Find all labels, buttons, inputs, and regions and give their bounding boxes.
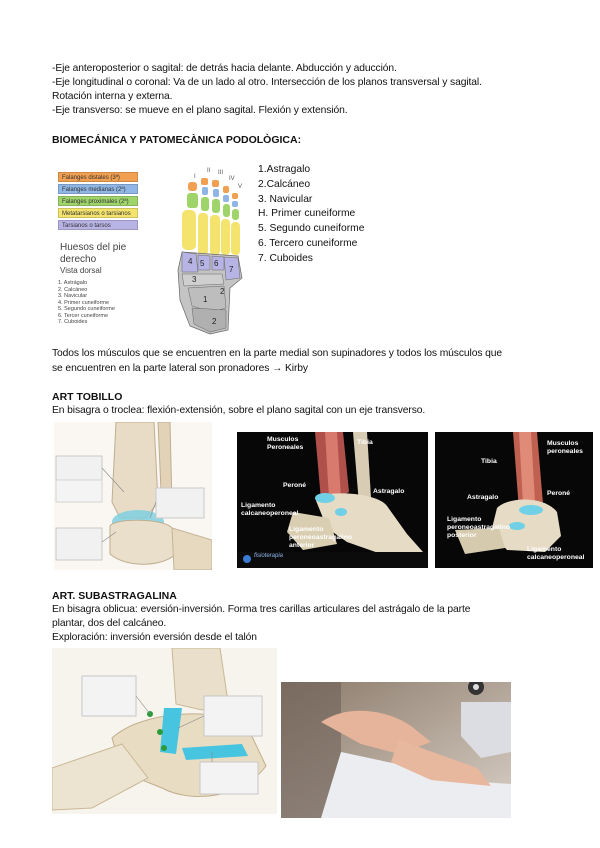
bone-list-item: 2.Calcáneo xyxy=(258,178,311,190)
legend-swatch: Falanges distales (3ª) xyxy=(58,172,138,182)
label-astragalo-2: Astragalo xyxy=(467,494,499,501)
legend-swatch: Tarsianos o tarsos xyxy=(58,220,138,230)
muscles-line-1: Todos los músculos que se encuentren en la parte medial son supinadores y todos los músculos que xyxy=(52,348,503,359)
foot-number: 3 xyxy=(192,275,197,284)
muscles-line-2: se encuentren en la parte lateral son pronadores → Kirby xyxy=(52,363,308,374)
section-title-biomecanica: BIOMECÁNICA Y PATOMECÀNICA PODOLÒGICA: xyxy=(52,134,302,146)
toe-number: IV xyxy=(229,176,235,182)
section-title-subastragalina: ART. SUBASTRAGALINA xyxy=(52,590,177,602)
legend-item xyxy=(58,208,138,218)
figure-bone-list xyxy=(58,280,115,326)
bone-list-item: 5. Segundo cuneiforme xyxy=(258,223,365,235)
tobillo-description: En bisagra o troclea: flexión-extensión, sobre el plano sagital con un eje transverso. xyxy=(52,405,426,416)
subtalar-anatomy-image xyxy=(52,648,277,814)
foot-number: 7 xyxy=(229,265,234,274)
legend-item xyxy=(58,172,138,182)
figure-list-item: 1. Astrágalo xyxy=(58,280,88,286)
bone-list-item: 1.Astragalo xyxy=(258,164,311,175)
bone-list-item: 7. Cuboides xyxy=(258,252,313,264)
label-tibia: Tibia xyxy=(357,439,373,446)
subastragalina-desc-3: Exploración: inversión eversión desde el talón xyxy=(52,632,257,643)
figure-title-3: Vista dorsal xyxy=(60,266,102,275)
legend-item xyxy=(58,220,138,230)
figure-list-item: 2. Calcáneo xyxy=(58,286,88,293)
label-musculos-peroneales-2: Musculos peroneales xyxy=(547,440,583,455)
foot-number: 6 xyxy=(214,259,219,268)
legend-item xyxy=(58,196,138,206)
subastragalina-desc-1: En bisagra oblicua: eversión-inversión. Forma tres carillas articulares del astrágalo de la parte xyxy=(52,604,471,615)
figure-title-2: derecho xyxy=(60,254,97,265)
intro-line-3: Rotación interna y externa. xyxy=(52,91,173,102)
foot-number: 5 xyxy=(200,259,205,268)
foot-number: 1 xyxy=(203,295,208,304)
toe-number: III xyxy=(218,170,224,176)
subastragalina-desc-2: plantar, dos del calcáneo. xyxy=(52,618,167,629)
foot-number: 2 xyxy=(220,287,225,296)
bone-list-item: 6. Tercero cuneiforme xyxy=(258,237,358,249)
label-astragalo: Astragalo xyxy=(373,488,405,495)
figure-list-item: 4. Primer cuneiforme xyxy=(58,299,110,306)
foot-bones-diagram xyxy=(168,160,250,335)
figure-list-item: 3. Navicular xyxy=(58,293,88,299)
bone-list-item: H. Primer cuneiforme xyxy=(258,208,356,220)
toe-number: V xyxy=(238,184,243,190)
foot-number: 2 xyxy=(212,317,217,326)
intro-line-4: -Eje transverso: se mueve en el plano sagital. Flexión y extensión. xyxy=(52,105,348,116)
label-perone-2: Peroné xyxy=(547,490,571,497)
intro-line-1: -Eje anteroposterior o sagital: de detrás hacia delante. Abducción y aducción. xyxy=(52,63,397,74)
exploration-photo xyxy=(281,682,511,818)
legend-item xyxy=(58,184,138,194)
figure-title-1: Huesos del pie xyxy=(60,242,127,253)
toe-number: I xyxy=(194,174,196,180)
foot-number: 4 xyxy=(188,257,193,266)
ankle-anatomy-image-2 xyxy=(237,432,428,568)
legend-swatch: Metatarsianos o tarsianos xyxy=(58,208,138,218)
ankle-anatomy-image-1 xyxy=(54,422,212,570)
bone-list xyxy=(258,163,364,267)
brand-logo-text: fisioterapia xyxy=(254,553,284,559)
section-title-tobillo: ART TOBILLO xyxy=(52,391,123,403)
label-ligamento-calcaneoperoneal: Ligamento calcaneoperoneal xyxy=(241,502,299,517)
label-ligamento-peroneoastragalino-posterior: Ligamento peroneoastragalino posterior xyxy=(447,516,511,539)
bone-list-item: 3. Navicular xyxy=(258,193,313,205)
figure-list-item: 7. Cuboides xyxy=(58,319,88,325)
intro-line-2: -Eje longitudinal o coronal: Va de un lado al otro. Intersección de los planos transversal y sagital. xyxy=(52,77,482,88)
label-musculos-peroneales: Musculos Peroneales xyxy=(267,436,304,451)
phalanges-legend xyxy=(58,172,138,232)
legend-swatch: Falanges medianas (2ª) xyxy=(58,184,138,194)
toe-number: II xyxy=(207,168,211,174)
legend-swatch: Falanges proximales (2ª) xyxy=(58,196,138,206)
label-perone: Peroné xyxy=(283,482,307,489)
ankle-anatomy-image-3 xyxy=(435,432,593,568)
label-ligamento-calcaneoperoneal-2: Ligamento calcaneoperoneal xyxy=(527,546,585,561)
label-tibia-2: Tibia xyxy=(481,458,497,465)
figure-list-item: 6. Tercer cuneiforme xyxy=(58,312,109,319)
figure-list-item: 5. Segundo cuneiforme xyxy=(58,306,115,312)
label-ligamento-peroneoastragalino-anterior: Ligamento peroneoastragalino anterior xyxy=(289,526,353,549)
